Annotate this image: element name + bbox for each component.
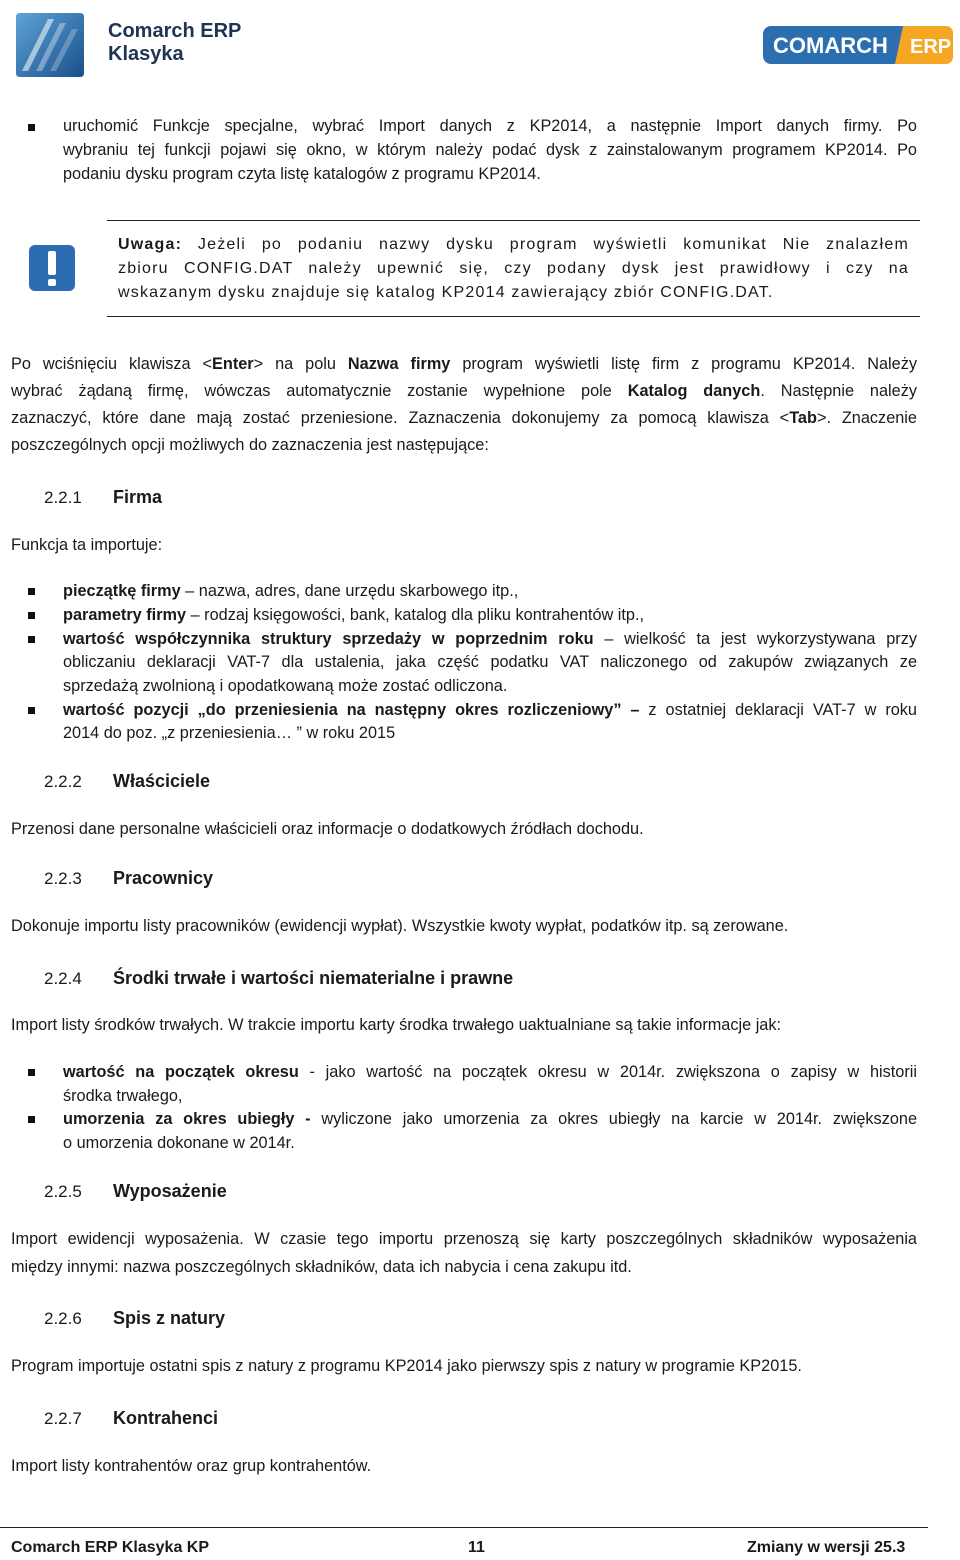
enter-paragraph-line-1: Po wciśnięciu klawisza <Enter> na polu Nazwa firmy program wyświetli listę firm z programu KP2014. Należy: [11, 355, 917, 373]
wyposazenie-line-1: Import ewidencji wyposażenia. W czasie tego importu przenoszą się karty poszczególnych składników wyposażenia: [11, 1230, 917, 1248]
footer-page-number: 11: [468, 1539, 485, 1556]
bullet-marker: [28, 1069, 35, 1076]
section-number-2-2-1: 2.2.1: [44, 488, 82, 507]
intro-line-3: podaniu dysku program czyta listę katalogów z programu KP2014.: [63, 165, 541, 183]
warning-label: Uwaga:: [118, 236, 183, 253]
warning-line-1-text: Jeżeli po podaniu nazwy dysku program wyświetli komunikat Nie znalazłem: [197, 236, 909, 253]
section-number-2-2-3: 2.2.3: [44, 869, 82, 888]
srodki-bullet-1-line-2: środka trwałego,: [63, 1087, 183, 1105]
firma-bullet-3-line-1: wartość współczynnika struktury sprzedaży w poprzednim roku – wielkość ta jest wykorzystywana przy: [63, 630, 917, 648]
logo-erp-text: ERP: [910, 36, 952, 58]
bullet-marker: [28, 588, 35, 595]
section-number-2-2-2: 2.2.2: [44, 772, 82, 791]
section-number-2-2-6: 2.2.6: [44, 1309, 82, 1328]
bullet-marker: [28, 612, 35, 619]
section-title-wyposazenie: Wyposażenie: [113, 1181, 227, 1201]
warning-line-1: [118, 236, 909, 254]
srodki-bullet-2-line-2: o umorzenia dokonane w 2014r.: [63, 1134, 295, 1152]
section-number-2-2-7: 2.2.7: [44, 1409, 82, 1428]
firma-bullet-3-line-2: obliczaniu deklaracji VAT-7 dla ustalenia, jaka część podatku VAT naliczonego od zakupów związanych ze: [63, 653, 917, 671]
wlasciciele-text: Przenosi dane personalne właścicieli oraz informacje o dodatkowych źródłach dochodu.: [11, 820, 644, 838]
logo-line-1: Comarch ERP: [108, 20, 242, 42]
firma-bullet-2: parametry firmy – rodzaj księgowości, bank, katalog dla pliku kontrahentów itp.,: [63, 606, 645, 624]
warning-exclamation-icon: [28, 244, 76, 292]
comarch-erp-brand-logo: [763, 26, 953, 64]
bullet-marker: [28, 707, 35, 714]
firma-bullet-1: pieczątkę firmy – nazwa, adres, dane urzędu skarbowego itp.,: [63, 582, 519, 600]
footer-rule: [0, 1527, 928, 1528]
warning-line-2: zbioru CONFIG.DAT należy upewnić się, czy podany dysk jest prawidłowy i czy na: [118, 260, 909, 277]
section-title-srodki-trwale: Środki trwałe i wartości niematerialne i prawne: [113, 968, 514, 988]
bullet-marker: [28, 636, 35, 643]
enter-paragraph-line-4: poszczególnych opcji możliwych do zaznaczenia jest następujące:: [11, 436, 489, 454]
footer-product-name: Comarch ERP Klasyka KP: [11, 1539, 210, 1556]
firma-intro: Funkcja ta importuje:: [11, 536, 163, 554]
section-title-wlasciciele: Właściciele: [113, 771, 211, 791]
spis-z-natury-text: Program importuje ostatni spis z natury z programu KP2014 jako pierwszy spis z natury w programie KP2015.: [11, 1357, 802, 1375]
section-title-pracownicy: Pracownicy: [113, 868, 214, 888]
logo-line-2: Klasyka: [108, 43, 184, 65]
section-title-kontrahenci: Kontrahenci: [113, 1408, 219, 1428]
section-title-spis-z-natury: Spis z natury: [113, 1308, 226, 1328]
comarch-erp-klasyka-logo-text: [108, 20, 241, 66]
pracownicy-text: Dokonuje importu listy pracowników (ewidencji wypłat). Wszystkie kwoty wypłat, podatków itp. są zerowane.: [11, 917, 789, 935]
warning-line-3: wskazanym dysku znajduje się katalog KP2014 zawierający zbiór CONFIG.DAT.: [118, 284, 774, 301]
enter-paragraph-line-3: zaznaczyć, które dane mają zostać przeniesione. Zaznaczenia dokonujemy za pomocą klawisza <Tab>. Znaczenie: [11, 409, 917, 427]
warning-bottom-rule: [107, 316, 920, 317]
srodki-trwale-text: Import listy środków trwałych. W trakcie importu karty środka trwałego uaktualniane są takie informacje jak:: [11, 1016, 782, 1034]
bullet-marker: [28, 1116, 35, 1123]
comarch-erp-logo-icon: [14, 9, 86, 81]
section-number-2-2-4: 2.2.4: [44, 969, 82, 988]
footer-version: Zmiany w wersji 25.3: [747, 1539, 906, 1556]
firma-bullet-3-line-3: sprzedażą zwolnioną i opodatkowaną może zostać odliczona.: [63, 677, 508, 695]
srodki-bullet-2-line-1: umorzenia za okres ubiegły - wyliczone jako umorzenia za okres ubiegły na karcie w 2014r. zwiększone: [63, 1110, 917, 1128]
section-title-firma: Firma: [113, 487, 163, 507]
srodki-bullet-1-line-1: wartość na początek okresu - jako wartość na początek okresu w 2014r. zwiększona o zapisy w historii: [63, 1063, 917, 1081]
warning-top-rule: [107, 220, 920, 221]
firma-bullet-4-line-2: 2014 do poz. „z przeniesienia… ” w roku 2015: [63, 724, 396, 742]
firma-bullet-4-line-1: wartość pozycji „do przeniesienia na następny okres rozliczeniowy” – z ostatniej deklaracji VAT-7 w roku: [63, 701, 917, 719]
logo-comarch-text: COMARCH: [773, 33, 888, 58]
kontrahenci-text: Import listy kontrahentów oraz grup kontrahentów.: [11, 1457, 372, 1475]
intro-line-1: uruchomić Funkcje specjalne, wybrać Import danych z KP2014, a następnie Import danych firmy. Po: [63, 117, 917, 135]
wyposazenie-line-2: między innymi: nazwa poszczególnych składników, data ich nabycia i cena zakupu itd.: [11, 1258, 632, 1276]
bullet-marker: [28, 124, 35, 131]
section-number-2-2-5: 2.2.5: [44, 1182, 82, 1201]
enter-paragraph-line-2: wybrać żądaną firmę, wówczas automatycznie zostanie wypełnione pole Katalog danych. Następnie należy: [11, 382, 917, 400]
intro-line-2: wybraniu tej funkcji pojawi się okno, w którym należy podać dysk z zainstalowanym programem KP2014. Po: [63, 141, 917, 159]
